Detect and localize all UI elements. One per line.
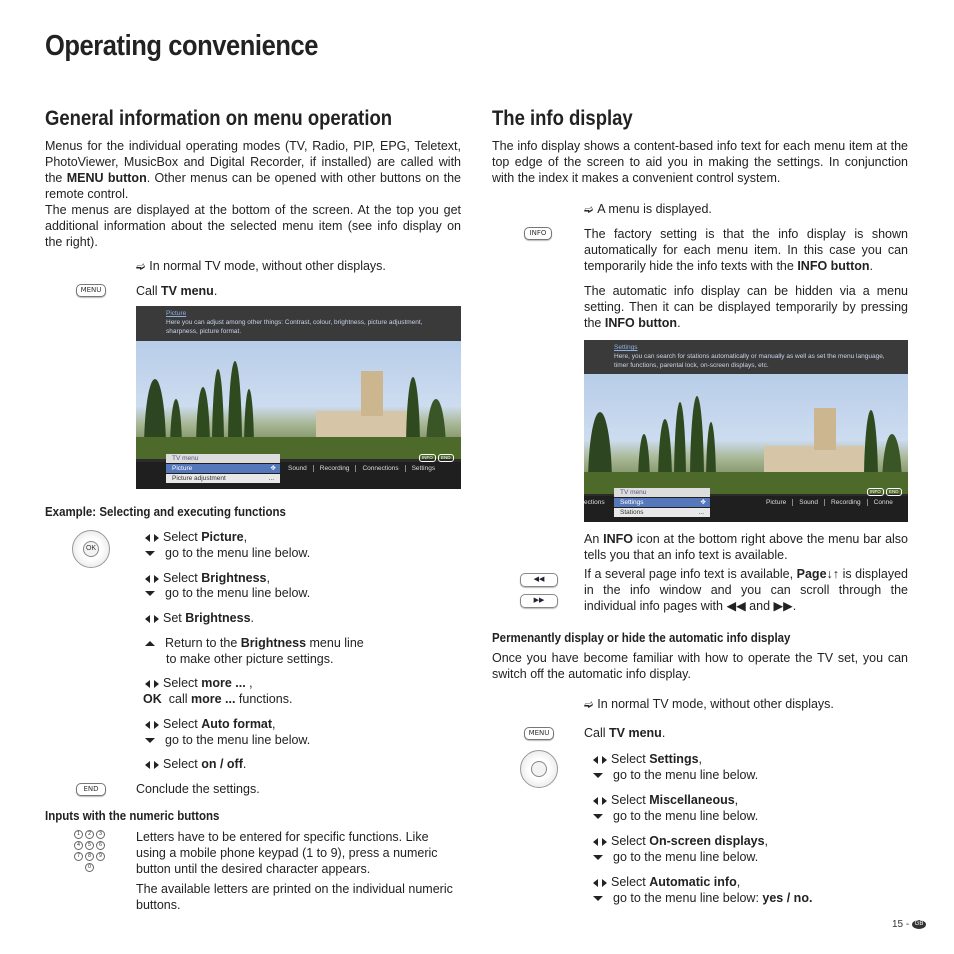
left-normal-mode: ➫ In normal TV mode, without other displays. [136, 259, 386, 273]
right-step-3-down: go to the menu line below. [593, 849, 758, 865]
left-arrow-icon [593, 838, 598, 846]
step-1: Select Picture, [145, 529, 247, 545]
right-step-3: Select On-screen displays, [593, 833, 768, 849]
numeric-keypad-icon: 1 2 3 4 5 6 7 8 9 0 [72, 830, 108, 876]
tab-sound: Sound [793, 499, 825, 506]
ok-label: OK [83, 541, 99, 557]
right-arrow-icon [154, 761, 159, 769]
menu-item: Stations ... [614, 508, 710, 517]
end-badge: END [438, 454, 454, 462]
right-arrow-icon [602, 797, 607, 805]
tab-settings: Settings [411, 465, 436, 472]
right-arrow-icon [154, 615, 159, 623]
left-arrow-icon [145, 721, 150, 729]
right-intro: The info display shows a content-based info text for each menu item at the top edge of the screen to aid you in making the settings. In conjunction with the index it makes a convenient control system. [492, 139, 908, 185]
step-4-cont: to make other picture settings. [166, 652, 334, 666]
step-7: Select on / off. [145, 756, 246, 772]
step-4: Return to the Brightness menu line [145, 635, 364, 651]
menu-tabs [760, 498, 899, 507]
info-button-icon: INFO [524, 227, 552, 240]
right-arrow-icon [602, 838, 607, 846]
language-badge: GB [912, 920, 926, 929]
tab-sound: Sound [282, 465, 314, 472]
info-icon-text: An INFO icon at the bottom right above the menu bar also tells you that an info text is available. [584, 532, 908, 562]
move-icon: ✥ [700, 499, 706, 506]
left-arrow-icon [145, 534, 150, 542]
menu-tab-left-cut: ections [584, 499, 605, 506]
tv-screenshot-settings-menu [584, 340, 908, 522]
right-normal-mode: ➫ In normal TV mode, without other displays. [584, 697, 834, 711]
down-arrow-icon [145, 738, 155, 743]
left-heading: General information on menu operation [45, 107, 393, 130]
down-arrow-icon [593, 773, 603, 778]
down-arrow-icon [593, 855, 603, 860]
right-step-2-down: go to the menu line below. [593, 808, 758, 824]
info-badge: INFO [419, 454, 436, 462]
up-arrow-icon [145, 641, 155, 646]
permanent-info-heading: Permenantly display or hide the automatic info display [492, 631, 791, 645]
step-1-down: go to the menu line below. [145, 545, 310, 561]
step-5: Select more ... , [145, 675, 253, 691]
right-step-4-down: go to the menu line below: yes / no. [593, 890, 812, 906]
info-display [584, 340, 908, 374]
tab-recording: Recording [825, 499, 868, 506]
pointing-hand-icon: ➫ [584, 204, 594, 216]
numeric-heading: Inputs with the numeric buttons [45, 809, 220, 823]
left-arrow-icon [593, 756, 598, 764]
left-arrow-icon [145, 615, 150, 623]
page-number: 15 - GB [892, 917, 926, 933]
info-badge: INFO [867, 488, 884, 496]
down-arrow-icon [593, 896, 603, 901]
left-arrow-icon [145, 575, 150, 583]
menu-header: TV menu [166, 454, 280, 463]
menu-tabs [282, 464, 441, 473]
fast-forward-button-icon: ▶▶ [520, 594, 558, 608]
down-arrow-icon [593, 814, 603, 819]
info-display-text: Here, you can search for stations automatically or manually as well as set the menu language, timer functions, parental lock, on-screen displays, etc. [614, 353, 885, 369]
tab-recording: Recording [314, 465, 357, 472]
pointing-hand-icon: ➫ [584, 699, 594, 711]
menu-displayed: ➫ A menu is displayed. [584, 202, 712, 216]
tab-connections: Connections [356, 465, 405, 472]
step-6: Select Auto format, [145, 716, 276, 732]
rewind-glyph-icon: ◀◀ [726, 599, 746, 613]
rewind-button-icon: ◀◀ [520, 573, 558, 587]
example-heading: Example: Selecting and executing functions [45, 505, 286, 519]
info-display-heading: Settings [614, 344, 638, 351]
menu-button-icon: MENU [524, 727, 554, 740]
auto-info-text: The automatic info display can be hidden via a menu setting. Then it can be displayed temporarily by pressing the INFO button. [584, 284, 908, 330]
right-call-tv-menu: Call TV menu. [584, 726, 666, 740]
right-arrow-icon [602, 879, 607, 887]
numeric-p1: Letters have to be entered for specific functions. Like using a mobile phone keypad (1 to 9), press a numeric button until the desired character appears. [136, 830, 438, 876]
numeric-p2: The available letters are printed on the individual numeric buttons. [136, 882, 453, 912]
pointing-hand-icon: ➫ [136, 261, 146, 273]
menu-item: Picture adjustment ... [166, 474, 280, 483]
step-6-down: go to the menu line below. [145, 732, 310, 748]
info-display-text: Here you can adjust among other things: Contrast, colour, brightness, picture adjustment, sharpness, picture format. [166, 319, 423, 335]
info-display-heading: Picture [166, 310, 187, 317]
permanent-info-text: Once you have become familiar with how to operate the TV set, you can switch off the automatic info display. [492, 651, 908, 681]
menu-selected-item: Picture ✥ [166, 464, 280, 473]
tv-screenshot-picture-menu [136, 306, 461, 489]
down-arrow-icon [145, 551, 155, 556]
step-5-ok: OK call more ... functions. [143, 692, 293, 706]
conclude-settings: Conclude the settings. [136, 782, 260, 796]
numeric-text [136, 829, 461, 913]
right-arrow-icon [154, 721, 159, 729]
factory-setting-text: The factory setting is that the info display is shown automatically for each menu item. In this case you can temporarily hide the info texts with the INFO button. [584, 227, 908, 273]
right-arrow-icon [602, 756, 607, 764]
tab-connections: Conne [873, 499, 893, 506]
right-step-4: Select Automatic info, [593, 874, 740, 890]
menu-header: TV menu [614, 488, 710, 497]
down-arrow-icon [145, 591, 155, 596]
move-icon: ✥ [270, 465, 276, 472]
menu-button-icon: MENU [76, 284, 106, 297]
left-arrow-icon [593, 797, 598, 805]
fast-forward-glyph-icon: ▶▶ [773, 599, 793, 613]
right-step-1: Select Settings, [593, 751, 702, 767]
right-arrow-icon [154, 575, 159, 583]
right-step-1-down: go to the menu line below. [593, 767, 758, 783]
left-arrow-icon [593, 879, 598, 887]
end-button-icon: END [76, 783, 106, 796]
left-intro-p2: The menus are displayed at the bottom of the screen. At the top you get additional information about the selected menu item (see info display on the right). [45, 203, 461, 249]
left-intro-p1: Menus for the individual operating modes (TV, Radio, PIP, EPG, Teletext, PhotoViewer, MusicBox and Digital Recorder, if installed) are called with the MENU button. Other menus can be opened with other buttons on the remote control. [45, 139, 461, 201]
left-intro [45, 138, 461, 250]
navigation-pad-icon [520, 750, 558, 788]
landscape-photo [584, 374, 908, 494]
right-step-2: Select Miscellaneous, [593, 792, 738, 808]
step-2-down: go to the menu line below. [145, 585, 310, 601]
right-arrow-icon [154, 680, 159, 688]
left-arrow-icon [145, 680, 150, 688]
right-heading: The info display [492, 107, 633, 130]
info-display [136, 306, 461, 344]
left-arrow-icon [145, 761, 150, 769]
step-3: Set Brightness. [145, 610, 254, 626]
ok-navigation-pad-icon [72, 530, 110, 568]
step-2: Select Brightness, [145, 570, 270, 586]
landscape-photo [136, 341, 461, 459]
end-badge: END [886, 488, 902, 496]
menu-selected-item: Settings ✥ [614, 498, 710, 507]
tab-picture: Picture [760, 499, 793, 506]
page-scroll-text: If a several page info text is available, Page↓↑ is displayed in the info window and you can scroll through the individual info pages with ◀◀ and ▶▶. [584, 567, 908, 613]
page-title: Operating convenience [45, 30, 318, 62]
left-call-tv-menu: Call TV menu. [136, 284, 218, 298]
right-arrow-icon [154, 534, 159, 542]
